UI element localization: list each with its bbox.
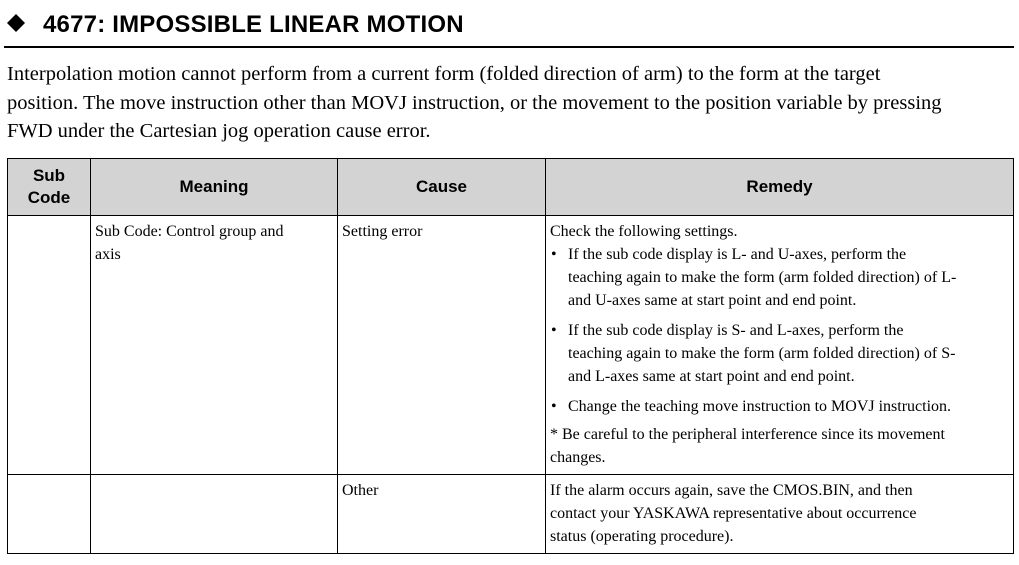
meaning-cell: Sub Code: Control group and axis bbox=[91, 216, 338, 475]
cause-cell: Setting error bbox=[338, 216, 546, 475]
header-meaning: Meaning bbox=[91, 159, 338, 216]
sub-code-cell bbox=[8, 216, 91, 475]
diamond-icon bbox=[7, 14, 25, 32]
table-row bbox=[8, 216, 1014, 475]
remedy-intro: Check the following settings. bbox=[550, 223, 738, 240]
header-cause: Cause bbox=[338, 159, 546, 216]
table-header-row bbox=[8, 159, 1014, 216]
header-remedy: Remedy bbox=[546, 159, 1014, 216]
sub-code-cell bbox=[8, 475, 91, 554]
remedy-bullet: • If the sub code display is L- and U-axes, perform the teaching again to make the form (arm folded direction) of L- and U-axes same at start point and end point. bbox=[550, 243, 1009, 312]
description-line: position. The move instruction other than MOVJ instruction, or the movement to the position variable by pressing bbox=[7, 91, 942, 114]
remedy-bullet: • If the sub code display is S- and L-axes, perform the teaching again to make the form (arm folded direction) of S- and L-axes same at start point and end point. bbox=[550, 319, 1009, 388]
remedy-cell: If the alarm occurs again, save the CMOS.BIN, and then contact your YASKAWA representative about occurrence status (operating procedure). bbox=[546, 475, 1014, 554]
bullet-icon: • bbox=[551, 398, 557, 415]
remedy-bullet: • Change the teaching move instruction to MOVJ instruction. bbox=[550, 395, 1009, 418]
header-sub-code: Sub Code bbox=[8, 159, 91, 216]
table-row bbox=[8, 475, 1014, 554]
alarm-table bbox=[7, 158, 1014, 554]
bullet-icon: • bbox=[551, 246, 557, 263]
alarm-title: 4677: IMPOSSIBLE LINEAR MOTION bbox=[43, 11, 464, 38]
alarm-title-bar bbox=[4, 0, 1014, 48]
description-line: Interpolation motion cannot perform from a current form (folded direction of arm) to the form at the target bbox=[7, 63, 881, 85]
alarm-description bbox=[7, 60, 1017, 146]
bullet-icon: • bbox=[551, 322, 557, 339]
cause-cell: Other bbox=[338, 475, 546, 554]
description-line: FWD under the Cartesian jog operation cause error. bbox=[7, 120, 431, 142]
remedy-cell bbox=[546, 216, 1014, 475]
remedy-note: * Be careful to the peripheral interference since its movement changes. bbox=[550, 426, 945, 466]
meaning-cell bbox=[91, 475, 338, 554]
